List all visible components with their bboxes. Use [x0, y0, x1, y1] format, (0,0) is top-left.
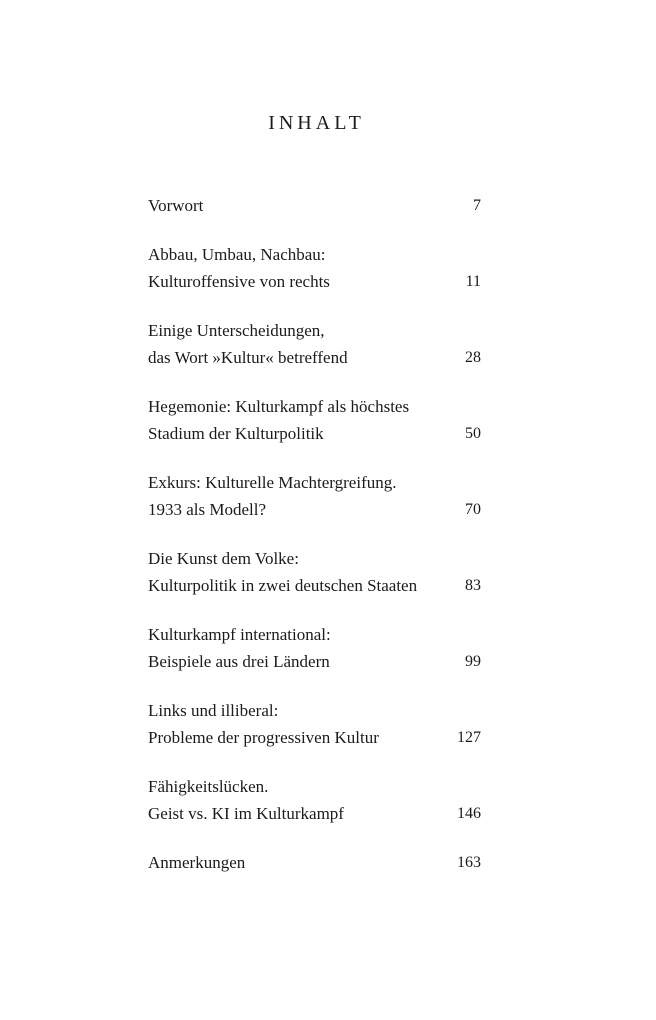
entry-page-number: 99 [465, 653, 481, 670]
entry-page-number: 146 [457, 805, 481, 822]
entry-page-number: 7 [473, 197, 481, 214]
entry-line: Stadium der Kulturpolitik [148, 424, 324, 443]
entry-title [148, 469, 396, 523]
entry-title [148, 621, 331, 675]
entry-line: Kulturoffensive von rechts [148, 272, 330, 291]
entry-title [148, 697, 379, 751]
entry-page-number: 127 [457, 729, 481, 746]
toc-entry [148, 393, 481, 447]
toc-entry [148, 545, 481, 599]
toc-entry [148, 697, 481, 751]
entry-page-number: 11 [465, 273, 481, 290]
toc-list [148, 192, 481, 876]
entry-page-number: 70 [465, 501, 481, 518]
entry-line: Hegemonie: Kulturkampf als höchstes [148, 397, 410, 416]
entry-title [148, 317, 348, 371]
entry-line: Abbau, Umbau, Nachbau: [148, 245, 326, 264]
entry-line: Kulturkampf international: [148, 625, 331, 644]
toc-entry [148, 317, 481, 371]
entry-title [148, 393, 409, 447]
entry-title [148, 241, 330, 295]
entry-line: Anmerkungen [148, 853, 246, 872]
entry-line: Exkurs: Kulturelle Machtergreifung. [148, 473, 397, 492]
toc-entry [148, 773, 481, 827]
entry-line: Einige Unterscheidungen, [148, 321, 325, 340]
toc-entry [148, 849, 481, 876]
entry-title [148, 773, 344, 827]
entry-line: Die Kunst dem Volke: [148, 549, 299, 568]
entry-line: 1933 als Modell? [148, 500, 267, 519]
page-title: INHALT [268, 112, 365, 134]
entry-page-number: 83 [465, 577, 481, 594]
entry-title [148, 192, 203, 219]
entry-line: Fähigkeitslücken. [148, 777, 269, 796]
entry-line: Probleme der progressiven Kultur [148, 728, 379, 747]
entry-title [148, 545, 417, 599]
entry-line: Vorwort [148, 196, 204, 215]
entry-line: Links und illiberal: [148, 701, 279, 720]
entry-line: Kulturpolitik in zwei deutschen Staaten [148, 576, 418, 595]
toc-entry [148, 192, 481, 219]
entry-page-number: 28 [465, 349, 481, 366]
toc-entry [148, 241, 481, 295]
entry-title [148, 849, 245, 876]
toc-entry [148, 621, 481, 675]
toc-entry [148, 469, 481, 523]
entry-line: Beispiele aus drei Ländern [148, 652, 330, 671]
entry-page-number: 163 [457, 854, 481, 871]
entry-page-number: 50 [465, 425, 481, 442]
entry-line: Geist vs. KI im Kulturkampf [148, 804, 344, 823]
entry-line: das Wort »Kultur« betreffend [148, 348, 348, 367]
